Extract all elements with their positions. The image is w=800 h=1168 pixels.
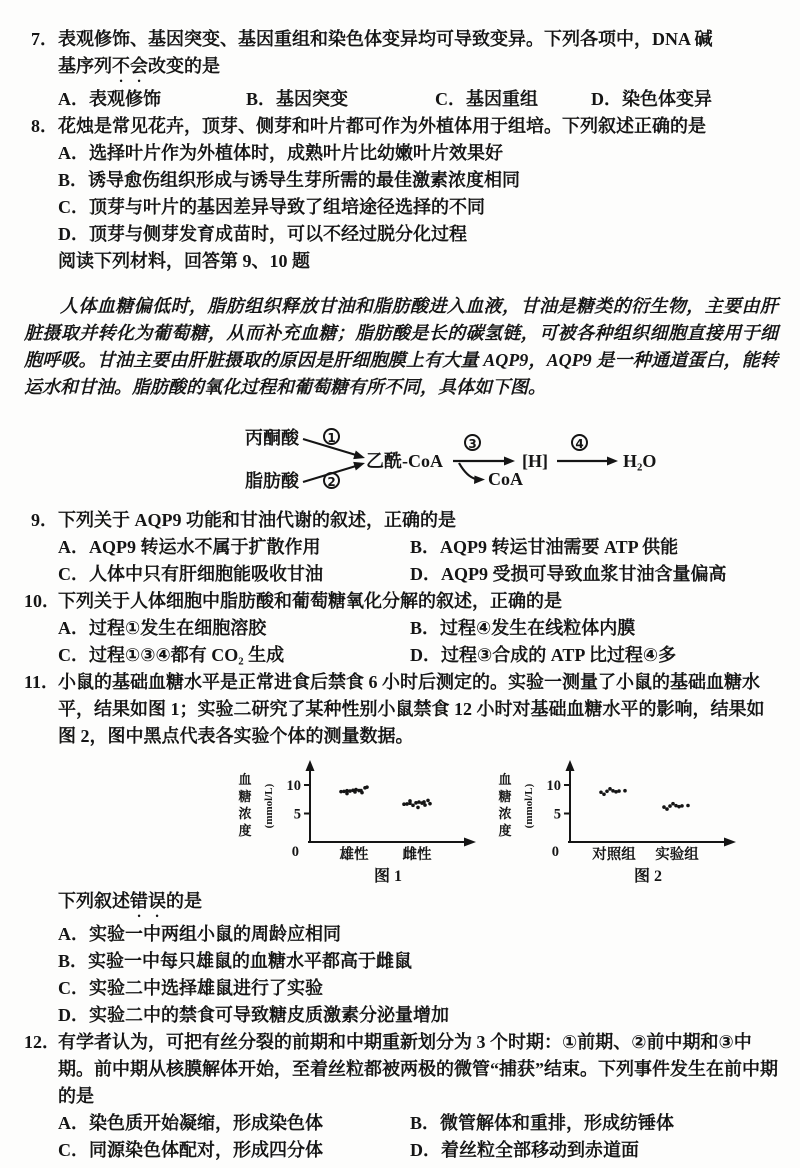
figures-row — [232, 756, 778, 886]
option-c: C．人体中只有肝细胞能吸收甘油 — [58, 564, 323, 584]
option-a: A．染色质开始凝缩，形成染色体 — [58, 1113, 323, 1133]
question-12-number: 12． — [24, 1032, 60, 1052]
question-9-number: 9． — [31, 510, 58, 530]
option-a: A．实验一中两组小鼠的周龄应相同 — [58, 924, 341, 944]
data-point — [599, 790, 603, 794]
question-12 — [24, 1029, 778, 1164]
y-axis-label: 浓 — [498, 806, 512, 821]
question-11-follow — [58, 888, 778, 1029]
scatter-plot — [232, 756, 484, 868]
data-point — [602, 792, 606, 796]
figure-2-caption: 图 2 — [633, 868, 662, 885]
emphasized-text: 错误 — [130, 891, 166, 911]
option-d: D．AQP9 受损可导致血浆甘油含量偏高 — [410, 564, 727, 584]
data-point — [662, 805, 666, 809]
question-8 — [24, 113, 778, 275]
question-8-number: 8． — [31, 116, 58, 136]
step-4-circled-number: 4 — [571, 434, 588, 451]
acetyl-coa-label: 乙酰-CoA — [366, 451, 443, 471]
question-7-number: 7． — [31, 29, 58, 49]
question-12-body — [58, 1029, 778, 1164]
y-tick-label: 0 — [291, 844, 299, 860]
option-b: B．实验一中每只雄鼠的血糖水平都高于雌鼠 — [58, 951, 413, 971]
option-c: C．实验二中选择雄鼠进行了实验 — [58, 978, 323, 998]
option-b: B．微管解体和重排，形成纺锤体 — [410, 1113, 675, 1133]
data-point — [680, 804, 684, 808]
option-c: C．过程①③④都有 CO₂ 生成 — [58, 645, 285, 665]
question-12-stem: 有学者认为，可把有丝分裂的前期和中期重新划分为 3 个时期：①前期、②前中期和③中期。前中期从核膜解体开始，至着丝粒都被两极的微管“捕获”结束。下列事件发生在前中期的是 — [58, 1032, 778, 1106]
option-d: D．着丝粒全部移动到赤道面 — [410, 1140, 639, 1160]
option-a: A．过程①发生在细胞溶胶 — [58, 618, 267, 638]
data-point — [342, 790, 346, 794]
question-9 — [24, 507, 778, 588]
option-b: B．AQP9 转运甘油需要 ATP 供能 — [410, 537, 679, 557]
coa-label: CoA — [488, 469, 523, 489]
y-axis-label: 度 — [498, 823, 512, 838]
data-point — [345, 792, 349, 796]
data-point — [614, 790, 618, 794]
category-label: 实验组 — [655, 847, 699, 863]
y-axis-label: 血 — [498, 772, 512, 787]
question-11-number: 11． — [24, 672, 60, 692]
y-tick-label: 0 — [551, 844, 559, 860]
question-7-options — [58, 86, 778, 113]
y-tick-label: 10 — [546, 778, 561, 794]
step-1-circled-number: 1 — [323, 428, 340, 445]
option-d: D．顶芽与侧芽发育成苗时，可以不经过脱分化过程 — [58, 224, 467, 244]
hydrogen-carrier-label: [H] — [522, 451, 548, 471]
question-8-body — [58, 113, 778, 275]
question-10-options — [58, 615, 778, 669]
figure-2 — [492, 756, 744, 886]
data-point — [428, 802, 432, 806]
figure-1 — [232, 756, 484, 886]
data-point — [422, 800, 426, 804]
question-10-body — [58, 588, 778, 669]
data-point — [668, 804, 672, 808]
data-point — [605, 789, 609, 793]
question-7-body — [58, 26, 778, 113]
question-12-options — [58, 1110, 778, 1164]
data-point — [671, 802, 675, 806]
data-point — [417, 800, 421, 804]
option-a: A．表观修饰 — [58, 89, 161, 109]
question-8-stem: 花烛是常见花卉，顶芽、侧芽和叶片都可作为外植体用于组培。下列叙述正确的是 — [58, 116, 706, 136]
y-tick-label: 5 — [293, 806, 301, 823]
water-label: H₂O — [623, 451, 657, 471]
pathway-diagram — [20, 419, 778, 505]
option-d: D．染色体变异 — [591, 89, 712, 109]
data-point — [423, 803, 427, 807]
question-11-follow-stem — [58, 888, 778, 921]
question-11-stem: 小鼠的基础血糖水平是正常进食后禁食 6 小时后测定的。实验一测量了小鼠的基础血糖水平，结果如图 1；实验二研究了某种性别小鼠禁食 12 小时对基础血糖水平的影响，结果如图 2，图中黑点代表各实验个体的测量数据。 — [58, 672, 765, 746]
category-label: 对照组 — [592, 847, 636, 863]
figure-1-chart — [232, 756, 484, 868]
y-axis-unit: (mmol/L) — [523, 783, 535, 829]
stem-text: 改变的是 — [148, 56, 220, 76]
data-point — [411, 804, 415, 808]
data-point — [414, 801, 418, 805]
figure-2-chart — [492, 756, 744, 868]
option-c: C．同源染色体配对，形成四分体 — [58, 1140, 323, 1160]
fatty-acid-label: 脂肪酸 — [245, 471, 299, 491]
category-label: 雄性 — [339, 847, 369, 863]
question-11 — [24, 669, 778, 750]
y-axis-label: 糖 — [498, 789, 512, 804]
y-axis-unit: (mmol/L) — [263, 783, 275, 829]
option-a: A．选择叶片作为外植体时，成熟叶片比幼嫩叶片效果好 — [58, 143, 503, 163]
data-point — [405, 802, 409, 806]
option-c: C．顶芽与叶片的基因差异导致了组培途径选择的不同 — [58, 197, 485, 217]
data-point — [665, 807, 669, 811]
data-point — [416, 806, 420, 810]
question-10-number: 10． — [24, 591, 60, 611]
y-tick-label: 5 — [553, 806, 561, 823]
y-axis-label: 度 — [238, 823, 252, 838]
y-axis-label: 血 — [238, 772, 252, 787]
option-b: B．基因突变 — [246, 89, 349, 109]
question-9-options — [58, 534, 778, 588]
material-paragraph: 人体血糖偏低时，脂肪组织释放甘油和脂肪酸进入血液，甘油是糖类的衍生物，主要由肝脏摄取并转化为葡萄糖，从而补充血糖；脂肪酸是长的碳氢链，可被各种组织细胞直接用于细胞呼吸。甘油主要由肝脏摄取的原因是肝细胞膜上有大量 AQP9，AQP9 是一种通道蛋白，能转运水和甘油。脂肪酸的氧化过程和葡萄糖有所不同，具体如下图。 — [24, 296, 778, 397]
data-point — [677, 805, 681, 809]
category-label: 雌性 — [402, 847, 432, 863]
question-9-stem: 下列关于 AQP9 功能和甘油代谢的叙述，正确的是 — [58, 510, 456, 530]
step-3-circled-number: 3 — [464, 434, 481, 451]
question-10 — [24, 588, 778, 669]
question-7-stem-line1: 表观修饰、基因突变、基因重组和染色体变异均可导致变异。下列各项中，DNA 碱 — [58, 29, 713, 49]
scatter-plot — [492, 756, 744, 868]
data-point — [608, 787, 612, 791]
question-11-body — [58, 669, 778, 750]
option-d: D．过程③合成的 ATP 比过程④多 — [410, 645, 677, 665]
data-point — [359, 789, 363, 793]
data-point — [617, 789, 621, 793]
y-tick-label: 10 — [286, 778, 301, 794]
figure-1-caption: 图 1 — [373, 868, 402, 885]
data-point — [348, 789, 352, 793]
option-b: B．过程④发生在线粒体内膜 — [410, 618, 636, 638]
question-7-stem-line2 — [58, 53, 778, 86]
stem-text: 下列叙述 — [58, 891, 130, 911]
data-point — [408, 799, 412, 803]
step-2-circled-number: 2 — [323, 472, 340, 489]
data-point — [353, 790, 357, 794]
option-a: A．AQP9 转运水不属于扩散作用 — [58, 537, 321, 557]
pyruvate-label: 丙酮酸 — [245, 428, 299, 448]
data-point — [623, 789, 627, 793]
question-9-body — [58, 507, 778, 588]
option-c: C．基因重组 — [435, 89, 538, 109]
question-7 — [24, 26, 778, 113]
y-axis-label: 糖 — [238, 789, 252, 804]
y-axis-label: 浓 — [238, 806, 252, 821]
stem-text: 的是 — [166, 891, 202, 911]
reading-instruction: 阅读下列材料，回答第 9、10 题 — [58, 251, 310, 271]
question-10-stem: 下列关于人体细胞中脂肪酸和葡萄糖氧化分解的叙述，正确的是 — [58, 591, 562, 611]
emphasized-text: 不会 — [112, 56, 148, 76]
data-point — [365, 785, 369, 789]
data-point — [686, 804, 690, 808]
data-point — [426, 799, 430, 803]
stem-text: 基序列 — [58, 56, 112, 76]
option-b: B．诱导愈伤组织形成与诱导生芽所需的最佳激素浓度相同 — [58, 170, 521, 190]
option-d: D．实验二中的禁食可导致糖皮质激素分泌量增加 — [58, 1005, 449, 1025]
